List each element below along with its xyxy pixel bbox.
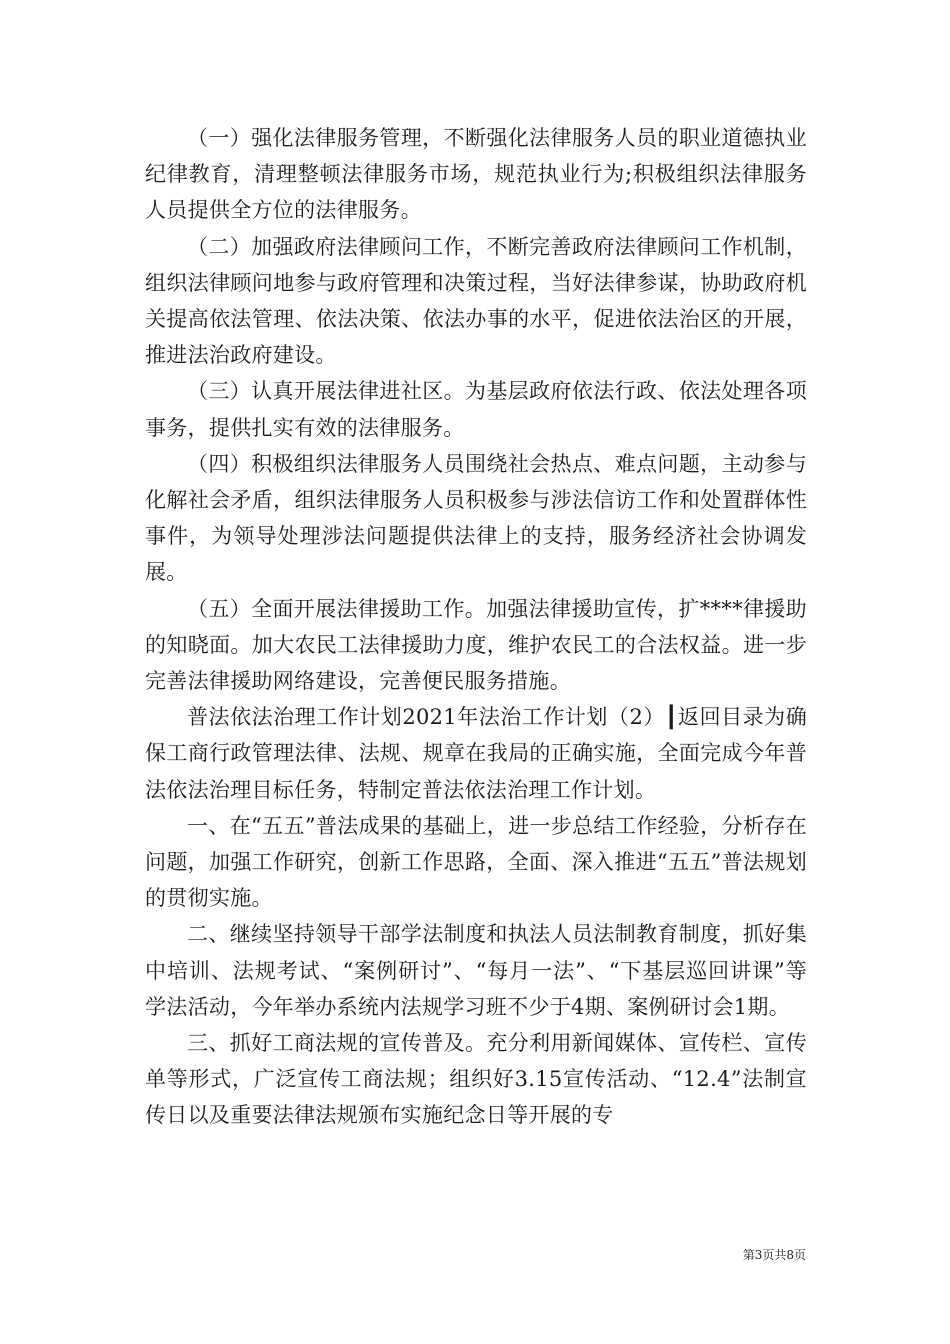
document-body bbox=[145, 120, 807, 1134]
paragraph-2: （二）加强政府法律顾问工作，不断完善政府法律顾问工作机制，组织法律顾问地参与政府管理和决策过程，当好法律参谋，协助政府机关提高依法管理、依法决策、依法办事的水平，促进依法治区的开展，推进法治政府建设。 bbox=[145, 234, 807, 368]
paragraph-5: （五）全面开展法律援助工作。加强法律援助宣传，扩****律援助的知晓面。加大农民工法律援助力度，维护农民工的合法权益。进一步完善法律援助网络建设，完善便民服务措施。 bbox=[145, 596, 807, 694]
paragraph-7: 一、在“五五”普法成果的基础上，进一步总结工作经验，分析存在问题，加强工作研究，创新工作思路，全面、深入推进“五五”普法规划的贯彻实施。 bbox=[145, 813, 807, 911]
paragraph-4: （四）积极组织法律服务人员围绕社会热点、难点问题，主动参与化解社会矛盾，组织法律服务人员积极参与涉法信访工作和处置群体性事件，为领导处理涉法问题提供法律上的支持，服务经济社会协调发展。 bbox=[145, 451, 807, 585]
paragraph-8: 二、继续坚持领导干部学法制度和执法人员法制教育制度，抓好集中培训、法规考试、“案例研讨”、“每月一法”、“下基层巡回讲课”等学法活动，今年举办系统内法规学习班不少于4期、案例研讨会1期。 bbox=[145, 922, 807, 1019]
paragraph-3: （三）认真开展法律进社区。为基层政府依法行政、依法处理各项事务，提供扎实有效的法律服务。 bbox=[145, 379, 807, 440]
page-number-footer: 第3页共8页 bbox=[742, 1248, 806, 1262]
paragraph-9: 三、抓好工商法规的宣传普及。充分利用新闻媒体、宣传栏、宣传单等形式，广泛宣传工商法规；组织好3.15宣传活动、“12.4”法制宣传日以及重要法律法规颁布实施纪念日等开展的专 bbox=[145, 1031, 807, 1128]
paragraph-1: （一）强化法律服务管理，不断强化法律服务人员的职业道德执业纪律教育，清理整顿法律服务市场，规范执业行为;积极组织法律服务人员提供全方位的法律服务。 bbox=[145, 126, 807, 223]
paragraph-6: 普法依法治理工作计划2021年法治工作计划（2）┃返回目录为确保工商行政管理法律、法规、规章在我局的正确实施，全面完成今年普法依法治理目标任务，特制定普法依法治理工作计划。 bbox=[145, 705, 807, 802]
